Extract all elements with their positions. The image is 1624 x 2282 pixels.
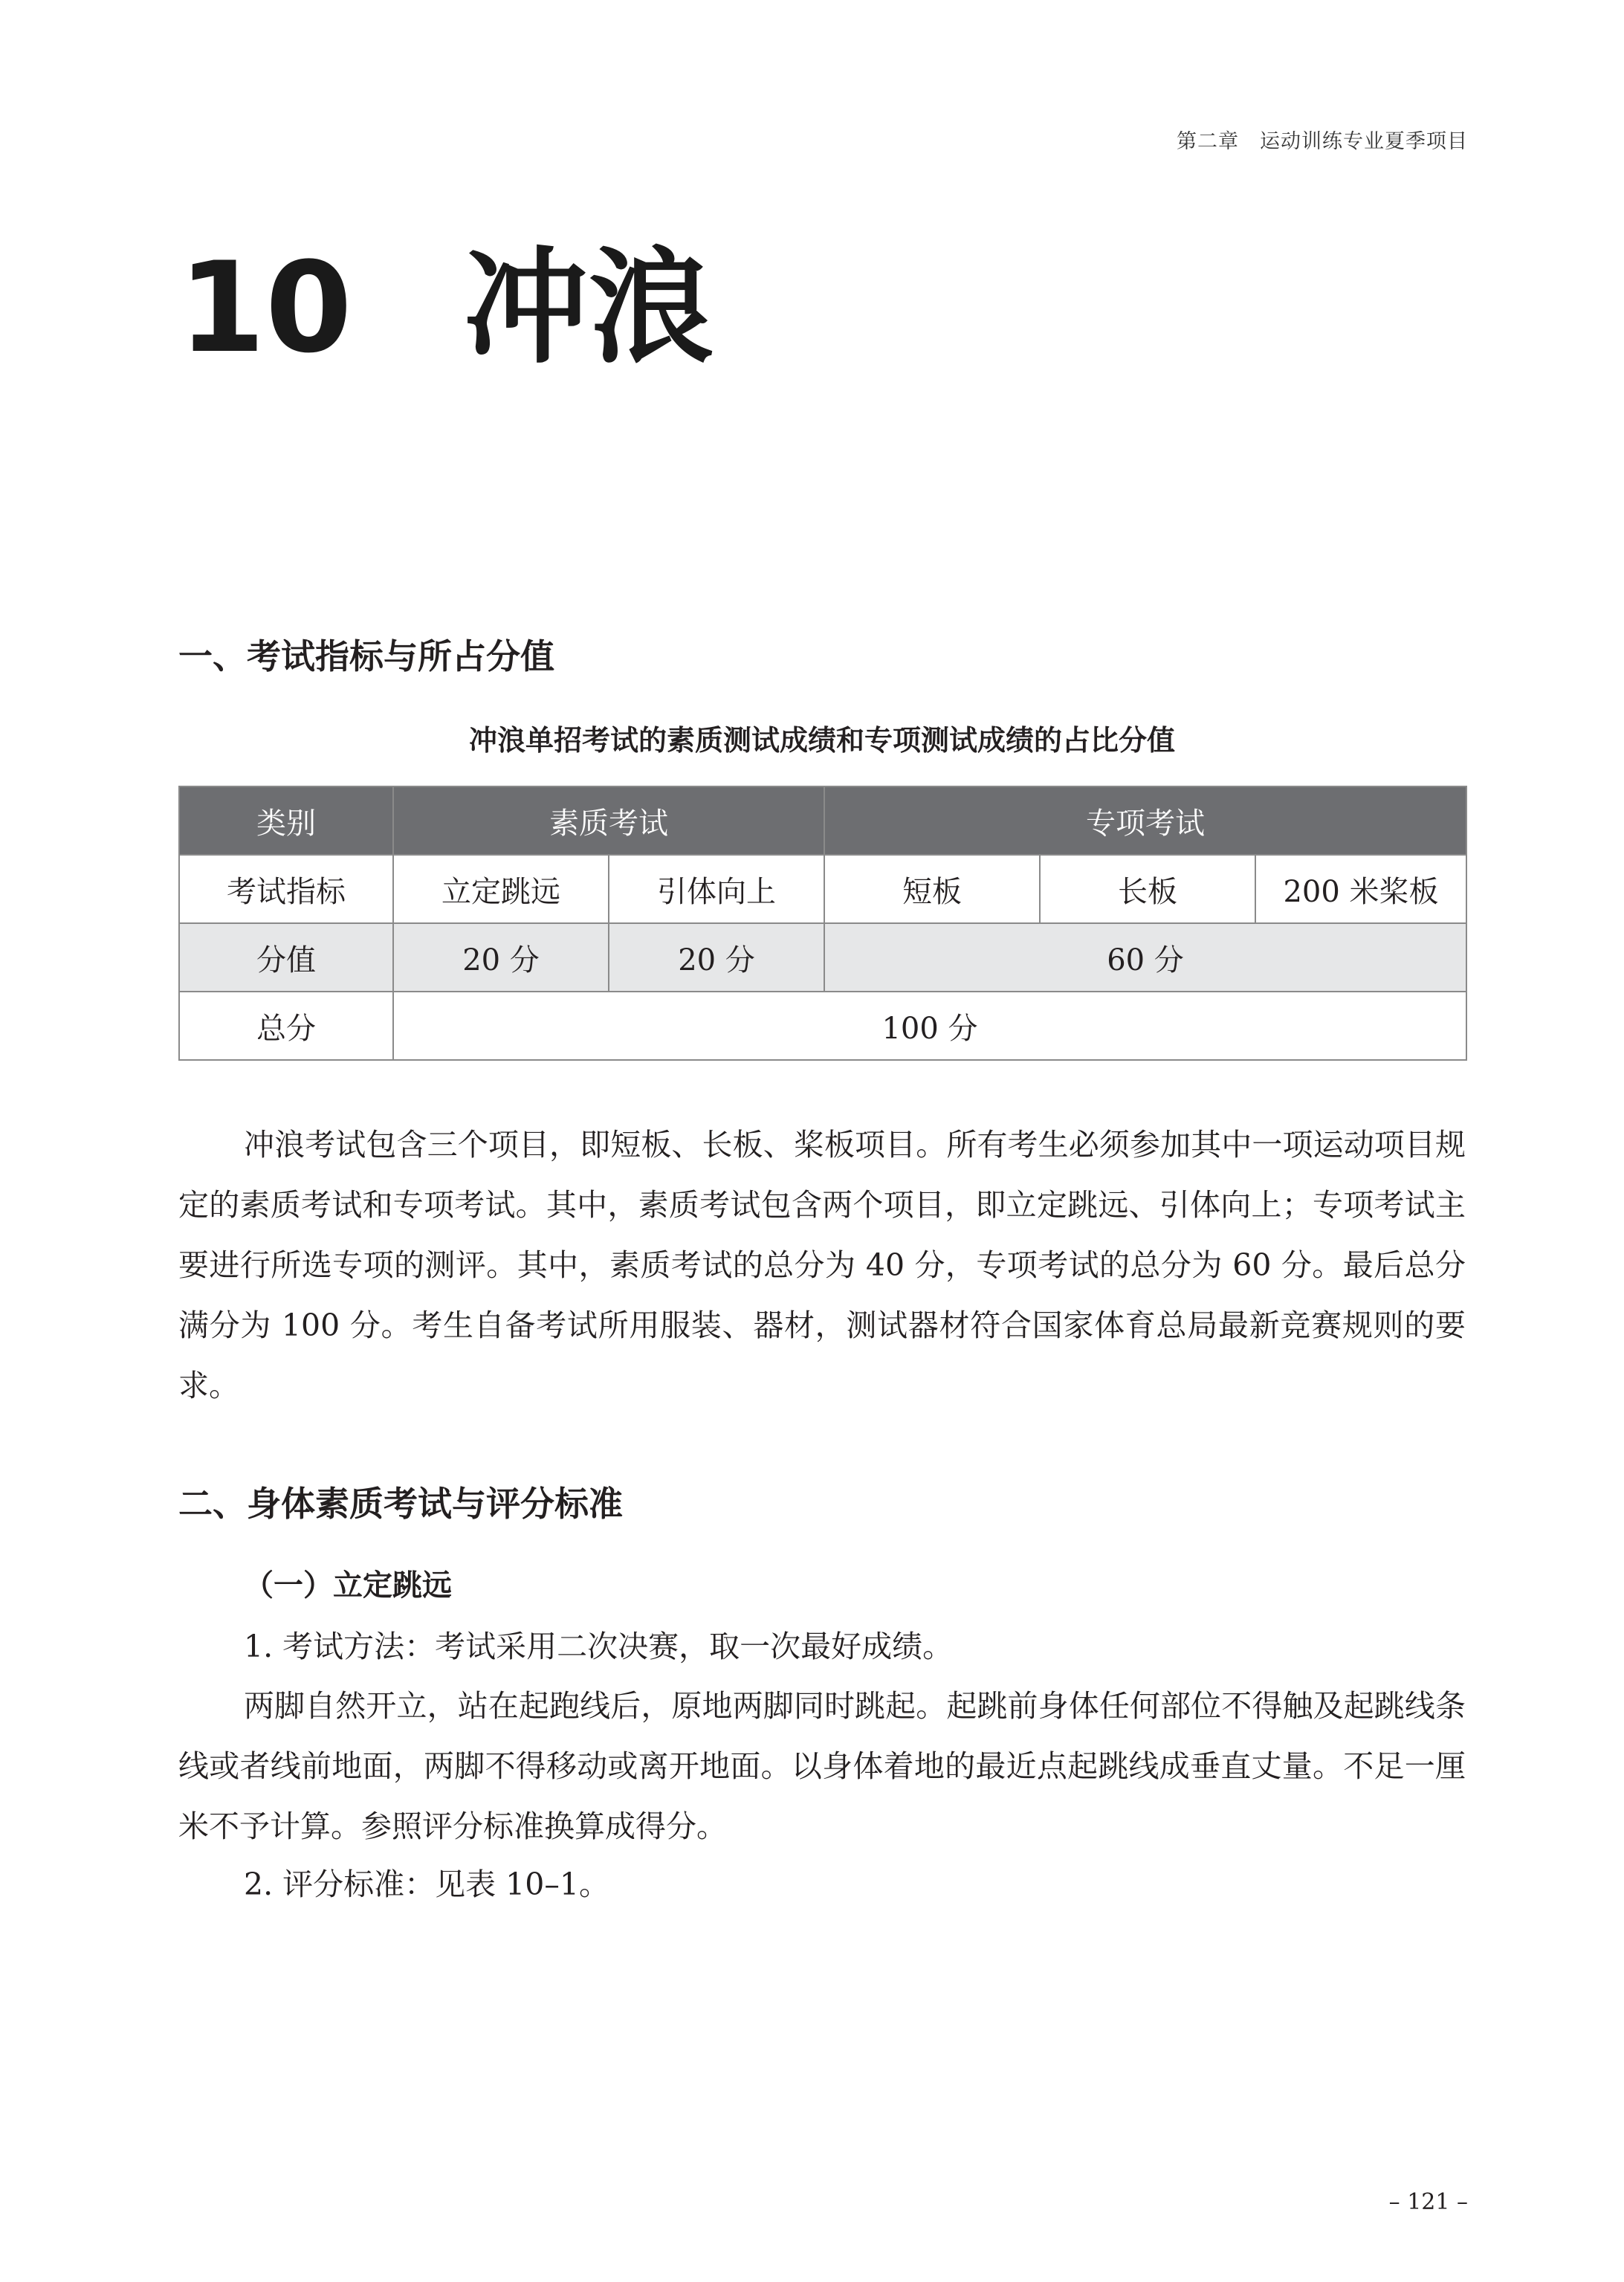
cell-pullup-points: 20 分 <box>609 923 824 992</box>
cell-special-exam: 专项考试 <box>824 786 1466 855</box>
cell-standing-long-jump: 立定跳远 <box>393 855 609 923</box>
scoring-standard-line: 2. 评分标准：见表 10–1。 <box>244 1866 609 1902</box>
running-header: 第二章 运动训练专业夏季项目 <box>1177 130 1468 153</box>
intro-paragraph: 冲浪考试包含三个项目，即短板、长板、桨板项目。所有考生必须参加其中一项运动项目规定的素质考试和专项考试。其中，素质考试包含两个项目，即立定跳远、引体向上；专项考试主要进行所选专项的测评。其中，素质考试的总分为 40 分，专项考试的总分为 60 分。最后总分满分为 100 分。考生自备考试所用服装、器材，测试器材符合国家体育总局最新竞赛规则的要求。 <box>178 1127 1466 1403</box>
section-heading-fitness-exam: 二、身体素质考试与评分标准 <box>178 1484 623 1524</box>
section-heading-exam-indicators: 一、考试指标与所占分值 <box>178 636 554 676</box>
chapter-title <box>178 235 714 381</box>
chapter-name: 冲浪 <box>463 235 714 381</box>
exam-method-line: 1. 考试方法：考试采用二次决赛，取一次最好成绩。 <box>244 1629 954 1664</box>
cell-indicator-label: 考试指标 <box>179 855 393 923</box>
cell-jump-points: 20 分 <box>393 923 609 992</box>
cell-total-points: 100 分 <box>393 992 1466 1060</box>
cell-longboard: 长板 <box>1040 855 1255 923</box>
table-header-row <box>179 786 1466 855</box>
page-number: – 121 – <box>1388 2189 1468 2215</box>
cell-category-label: 类别 <box>179 786 393 855</box>
score-table <box>178 786 1467 1061</box>
table-row-indicators <box>179 855 1466 923</box>
cell-total-label: 总分 <box>179 992 393 1060</box>
cell-shortboard: 短板 <box>824 855 1040 923</box>
sub-heading-standing-long-jump: （一）立定跳远 <box>244 1568 452 1603</box>
table-caption: 冲浪单招考试的素质测试成绩和专项测试成绩的占比分值 <box>468 724 1175 757</box>
cell-paddleboard: 200 米桨板 <box>1255 855 1466 923</box>
chapter-number: 10 <box>178 235 352 381</box>
table-row-total <box>179 992 1466 1060</box>
table-row-points <box>179 923 1466 992</box>
cell-points-label: 分值 <box>179 923 393 992</box>
cell-pull-up: 引体向上 <box>609 855 824 923</box>
cell-special-points: 60 分 <box>824 923 1466 992</box>
exam-description-paragraph: 两脚自然开立，站在起跑线后，原地两脚同时跳起。起跳前身体任何部位不得触及起跳线条线或者线前地面，两脚不得移动或离开地面。以身体着地的最近点起跳线成垂直丈量。不足一厘米不予计算。参照评分标准换算成得分。 <box>178 1688 1466 1844</box>
cell-fitness-exam: 素质考试 <box>393 786 824 855</box>
